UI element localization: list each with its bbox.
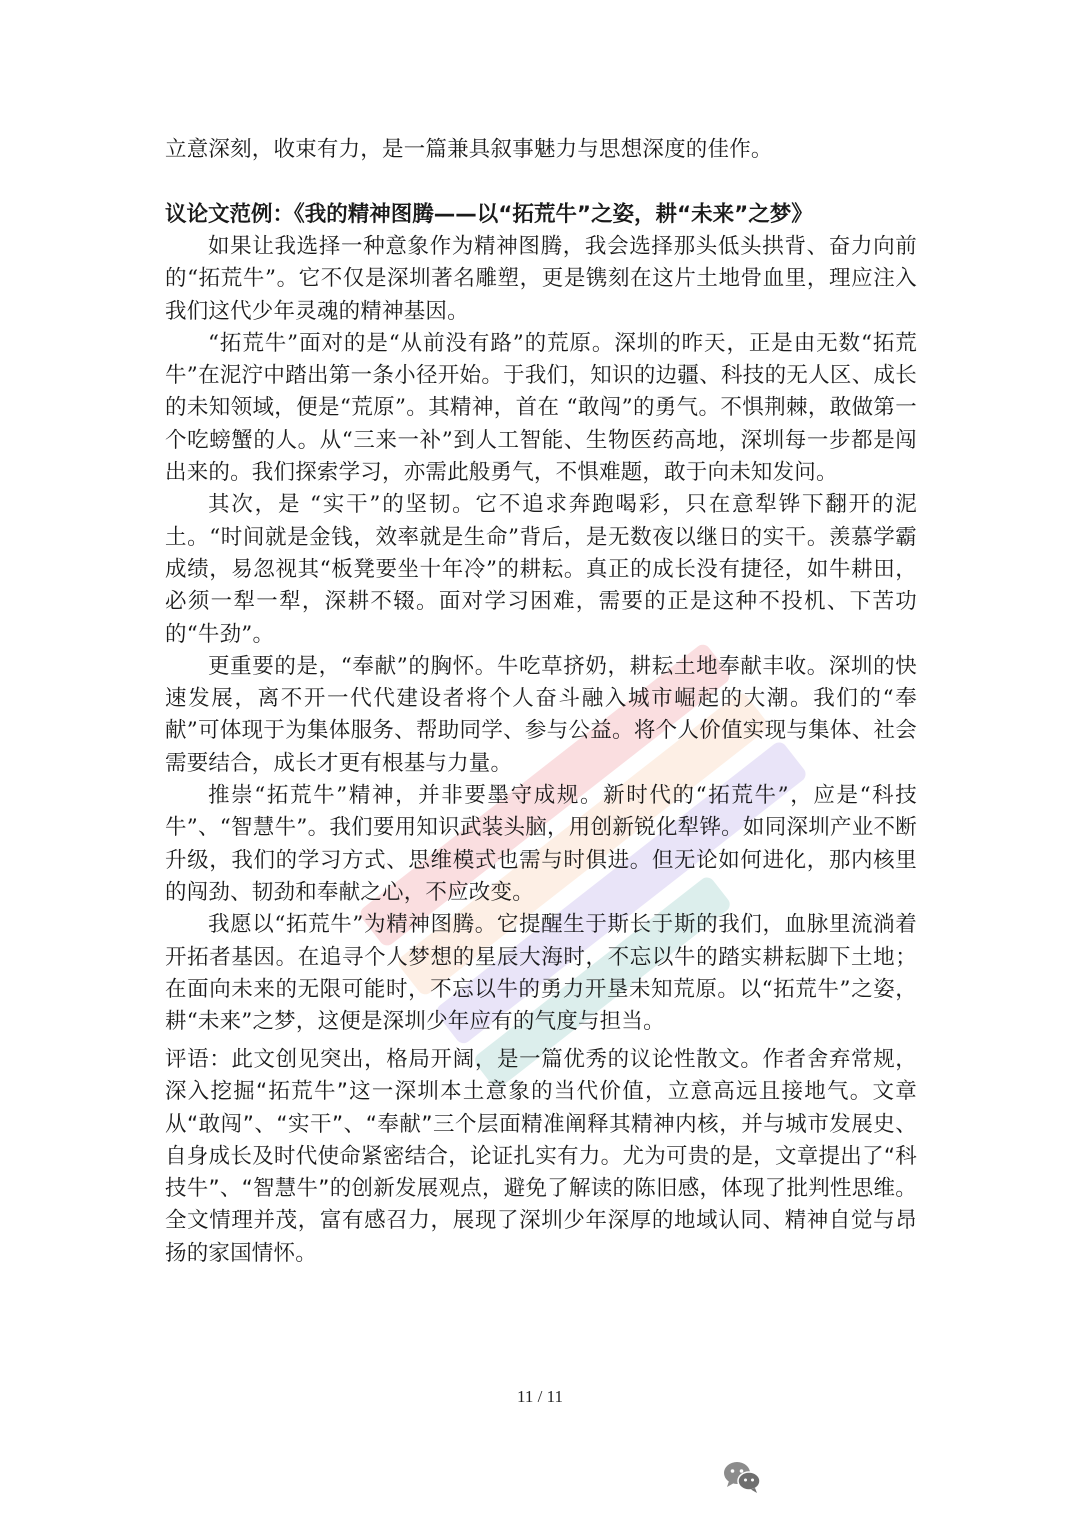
- essay-paragraph: 如果让我选择一种意象作为精神图腾，我会选择那头低头拱背、奋力向前的“拓荒牛”。它不仅是深圳著名雕塑，更是镌刻在这片土地骨血里，理应注入我们这代少年灵魂的精神基因。: [165, 234, 917, 324]
- essay-paragraph: 推崇“拓荒牛”精神，并非要墨守成规。新时代的“拓荒牛”，应是“科技牛”、“智慧牛”。我们要用知识武装头脑，用创新锐化犁铧。如同深圳产业不断升级，我们的学习方式、思维模式也需与时俱进。但无论如何进化，那内核里的闯劲、韧劲和奉献之心，不应改变。: [165, 783, 917, 905]
- essay-paragraph: 更重要的是，“奉献”的胸怀。牛吃草挤奶，耕耘土地奉献丰收。深圳的快速发展，离不开一代代建设者将个人奋斗融入城市崛起的大潮。我们的“奉献”可体现于为集体服务、帮助同学、参与公益。将个人价值实现与集体、社会需要结合，成长才更有根基与力量。: [165, 653, 917, 776]
- comment-text: 评语：此文创见突出，格局开阔，是一篇优秀的议论性散文。作者舍弃常规，深入挖掘“拓荒牛”这一深圳本土意象的当代价值，立意高远且接地气。文章从“敢闯”、“实干”、“奉献”三个层面精准阐释其精神内核，并与城市发展史、自身成长及时代使命紧密结合，论证扎实有力。尤为可贵的是，文章提出了“科技牛”、“智慧牛”的创新发展观点，避免了解读的陈旧感，体现了批判性思维。全文情理并茂，富有感召力，展现了深圳少年深厚的地域认同、精神自觉与昂扬的家国情怀。: [165, 1047, 917, 1266]
- essay-paragraph: 其次，是 “实干”的坚韧。它不追求奔跑喝彩，只在意犁铧下翻开的泥土。“时间就是金钱，效率就是生命”背后，是无数夜以继日的实干。羡慕学霸成绩，易忽视其“板凳要坐十年冷”的耕耘。真正的成长没有捷径，如牛耕田，必须一犁一犁，深耕不辍。面对学习困难，需要的正是这种不投机、下苦功的“牛劲”。: [165, 492, 917, 647]
- teacher-comment: [165, 1044, 917, 1270]
- intro-conclusion-line: 立意深刻，收束有力，是一篇兼具叙事魅力与思想深度的佳作。: [165, 137, 773, 162]
- essay-title: 议论文范例：《我的精神图腾——以“拓荒牛”之姿，耕“未来”之梦》: [165, 202, 813, 227]
- page-number: 11 / 11: [517, 1387, 563, 1406]
- essay-body: [165, 231, 917, 1038]
- wechat-icon[interactable]: [722, 1460, 762, 1494]
- essay-paragraph: 我愿以“拓荒牛”为精神图腾。它提醒生于斯长于斯的我们，血脉里流淌着开拓者基因。在追寻个人梦想的星辰大海时，不忘以牛的踏实耕耘脚下土地；在面向未来的无限可能时，不忘以牛的勇力开垦未知荒原。以“拓荒牛”之姿，耕“未来”之梦，这便是深圳少年应有的气度与担当。: [165, 912, 917, 1035]
- essay-paragraph: “拓荒牛”面对的是“从前没有路”的荒原。深圳的昨天，正是由无数“拓荒牛”在泥泞中踏出第一条小径开始。于我们，知识的边疆、科技的无人区、成长的未知领域，便是“荒原”。其精神，首在 “敢闯”的勇气。不惧荆棘，敢做第一个吃螃蟹的人。从“三来一补”到人工智能、生物医药高地，深圳每一步都是闯出来的。我们探索学习，亦需此般勇气，不惧难题，敢于向未知发问。: [165, 330, 917, 486]
